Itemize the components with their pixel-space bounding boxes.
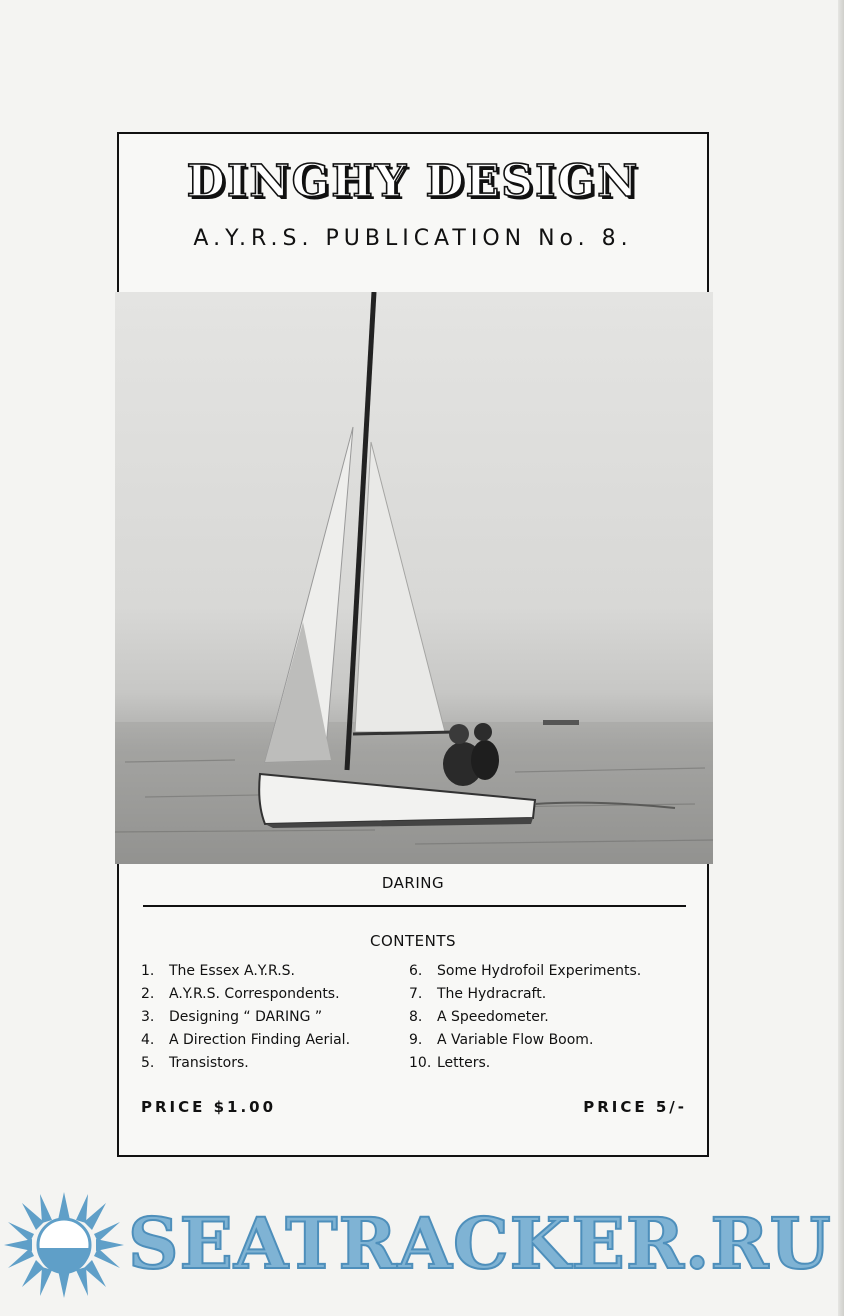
contents-item-label: Letters. xyxy=(437,1055,491,1071)
contents-item xyxy=(141,960,350,983)
page-edge xyxy=(838,0,844,1316)
contents-item-label: Some Hydrofoil Experiments. xyxy=(437,963,642,979)
contents-heading: CONTENTS xyxy=(369,932,457,950)
contents-item-number: 6. xyxy=(409,963,423,979)
dinghy-illustration xyxy=(115,292,713,864)
sailing-dinghy-photo xyxy=(115,292,713,864)
contents-item xyxy=(141,1029,350,1052)
contents-item-label: Designing “ DARING ” xyxy=(169,1009,323,1025)
contents-item xyxy=(409,960,641,983)
contents-item xyxy=(409,1029,641,1052)
contents-item-label: A.Y.R.S. Correspondents. xyxy=(169,986,340,1002)
contents-column-left xyxy=(141,960,350,1075)
divider-rule xyxy=(143,905,686,907)
contents-item-number: 1. xyxy=(141,963,155,979)
contents-item xyxy=(409,1052,641,1075)
contents-item-number: 2. xyxy=(141,986,155,1002)
watermark xyxy=(0,1190,844,1300)
contents-item-number: 9. xyxy=(409,1032,423,1048)
contents-item-number: 8. xyxy=(409,1009,423,1025)
contents-item-number: 5. xyxy=(141,1055,155,1071)
price-dollars: PRICE $1.00 xyxy=(141,1098,277,1116)
contents-item-label: The Hydracraft. xyxy=(437,986,547,1002)
contents-item-number: 3. xyxy=(141,1009,155,1025)
contents-item xyxy=(141,1006,350,1029)
cover-title: DINGHY DESIGN xyxy=(186,156,640,207)
contents-item xyxy=(409,1006,641,1029)
contents-item-label: The Essex A.Y.R.S. xyxy=(169,963,295,979)
contents-item-number: 7. xyxy=(409,986,423,1002)
sun-icon xyxy=(2,1190,126,1300)
contents-item xyxy=(409,983,641,1006)
contents-item-number: 10. xyxy=(409,1055,432,1071)
contents-item-label: A Variable Flow Boom. xyxy=(437,1032,594,1048)
contents-item xyxy=(141,983,350,1006)
contents-item-label: A Direction Finding Aerial. xyxy=(169,1032,351,1048)
contents-item xyxy=(141,1052,350,1075)
contents-item-label: Transistors. xyxy=(169,1055,249,1071)
cover-subtitle: A.Y.R.S. PUBLICATION No. 8. xyxy=(193,226,633,251)
price-shillings: PRICE 5/- xyxy=(583,1098,687,1116)
photo-caption: DARING xyxy=(381,874,445,892)
watermark-text: SEATRACKER.RU xyxy=(128,1202,832,1285)
contents-item-label: A Speedometer. xyxy=(437,1009,549,1025)
contents-column-right xyxy=(409,960,641,1075)
contents-item-number: 4. xyxy=(141,1032,155,1048)
